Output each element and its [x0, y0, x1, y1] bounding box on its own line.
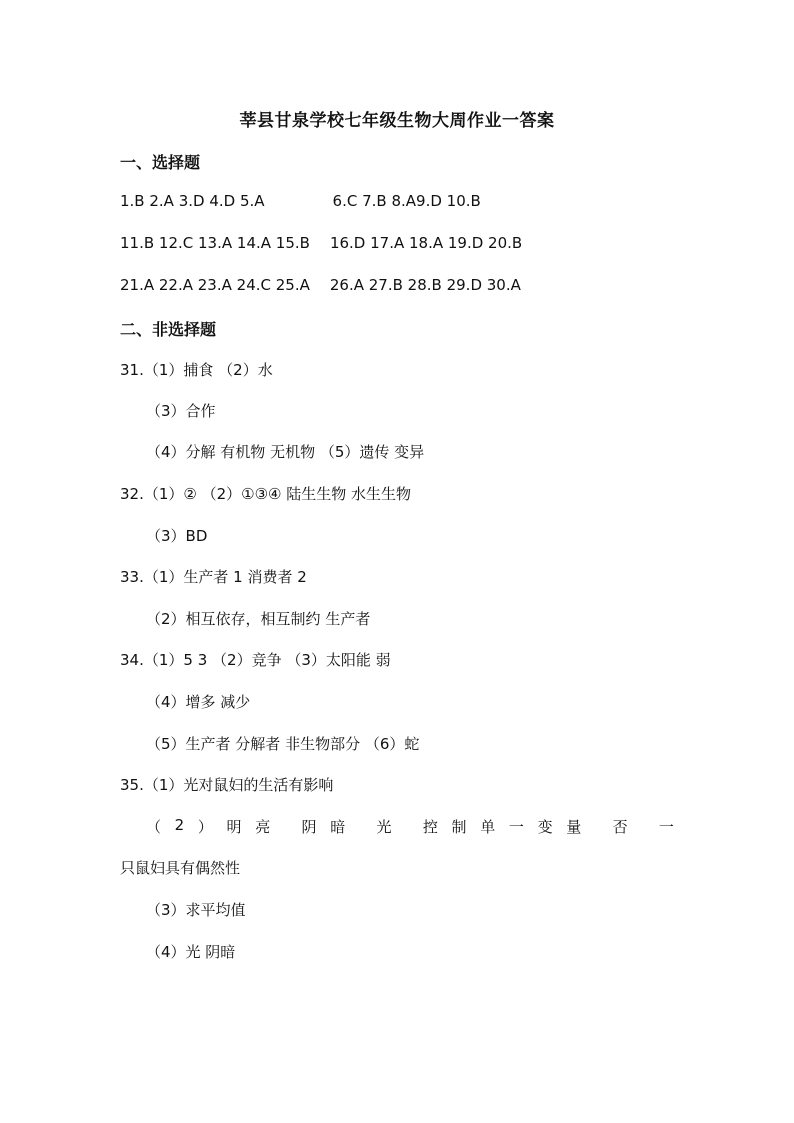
choice-row-2	[120, 234, 522, 252]
answer-35-2-token: 控	[422, 818, 438, 836]
answer-35-2-token: 一	[658, 818, 674, 836]
answer-35-2-token: 否	[612, 818, 628, 836]
choice-group-21-25: 21.A 22.A 23.A 24.C 25.A	[120, 276, 310, 294]
choice-group-16-20: 16.D 17.A 18.A 19.D 20.B	[329, 234, 523, 252]
choice-group-26-30: 26.A 27.B 28.B 29.D 30.A	[329, 276, 521, 294]
answer-35-2-token: 明	[226, 818, 242, 836]
choice-group-1-5: 1.B 2.A 3.D 4.D 5.A	[120, 192, 265, 210]
answer-35-2-token: 量	[566, 818, 582, 836]
answer-31-1: 31.（1）捕食 （2）水	[120, 361, 273, 379]
answer-32-3: （3）BD	[146, 527, 208, 545]
answer-35-2-token	[284, 816, 288, 837]
document-title: 莘县甘泉学校七年级生物大周作业一答案	[239, 111, 555, 131]
answer-35-1: 35.（1）光对鼠妇的生活有影响	[120, 776, 334, 794]
answer-35-2-token: 一	[508, 818, 524, 836]
answer-35-2-token: 阴	[301, 818, 317, 836]
answer-35-2	[146, 816, 674, 837]
answer-35-2-token: ）	[197, 818, 213, 836]
choice-group-6-10: 6.C 7.B 8.A9.D 10.B	[332, 192, 481, 210]
answer-35-2-token	[595, 816, 599, 837]
answer-35-2-token: 亮	[255, 818, 271, 836]
answer-35-2-token: 暗	[330, 818, 346, 836]
answer-33-2: （2）相互依存，相互制约 生产者	[146, 610, 371, 628]
choice-row-1	[120, 192, 481, 210]
answer-35-2-token	[641, 816, 645, 837]
answer-31-4: （4）分解 有机物 无机物 （5）遗传 变异	[146, 443, 425, 461]
answer-34-4: （4）增多 减少	[146, 693, 251, 711]
answer-35-2-token: 制	[451, 818, 467, 836]
answer-35-2-token	[405, 816, 409, 837]
answer-35-2-continued: 只鼠妇具有偶然性	[120, 859, 241, 877]
answer-33-1: 33.（1）生产者 1 消费者 2	[120, 568, 307, 586]
answer-34-1: 34.（1）5 3 （2）竞争 （3）太阳能 弱	[120, 651, 391, 669]
answer-35-2-token	[359, 816, 363, 837]
answer-34-5: （5）生产者 分解者 非生物部分 （6）蛇	[146, 735, 420, 753]
answer-35-4: （4）光 阴暗	[146, 943, 236, 961]
answer-32-1: 32.（1）② （2）①③④ 陆生生物 水生生物	[120, 485, 412, 503]
section-heading-non-choice: 二、非选择题	[120, 320, 217, 339]
choice-row-3	[120, 276, 521, 294]
answer-31-3: （3）合作	[146, 402, 216, 420]
answer-35-3: （3）求平均值	[146, 901, 246, 919]
section-heading-choice: 一、选择题	[120, 153, 201, 172]
answer-35-2-token: 2	[174, 816, 185, 834]
answer-35-2-token: 变	[537, 818, 553, 836]
answer-35-2-token: 单	[480, 818, 496, 836]
answer-35-2-token: （	[146, 818, 162, 836]
choice-group-11-15: 11.B 12.C 13.A 14.A 15.B	[120, 234, 310, 252]
answer-35-2-token: 光	[376, 818, 392, 836]
